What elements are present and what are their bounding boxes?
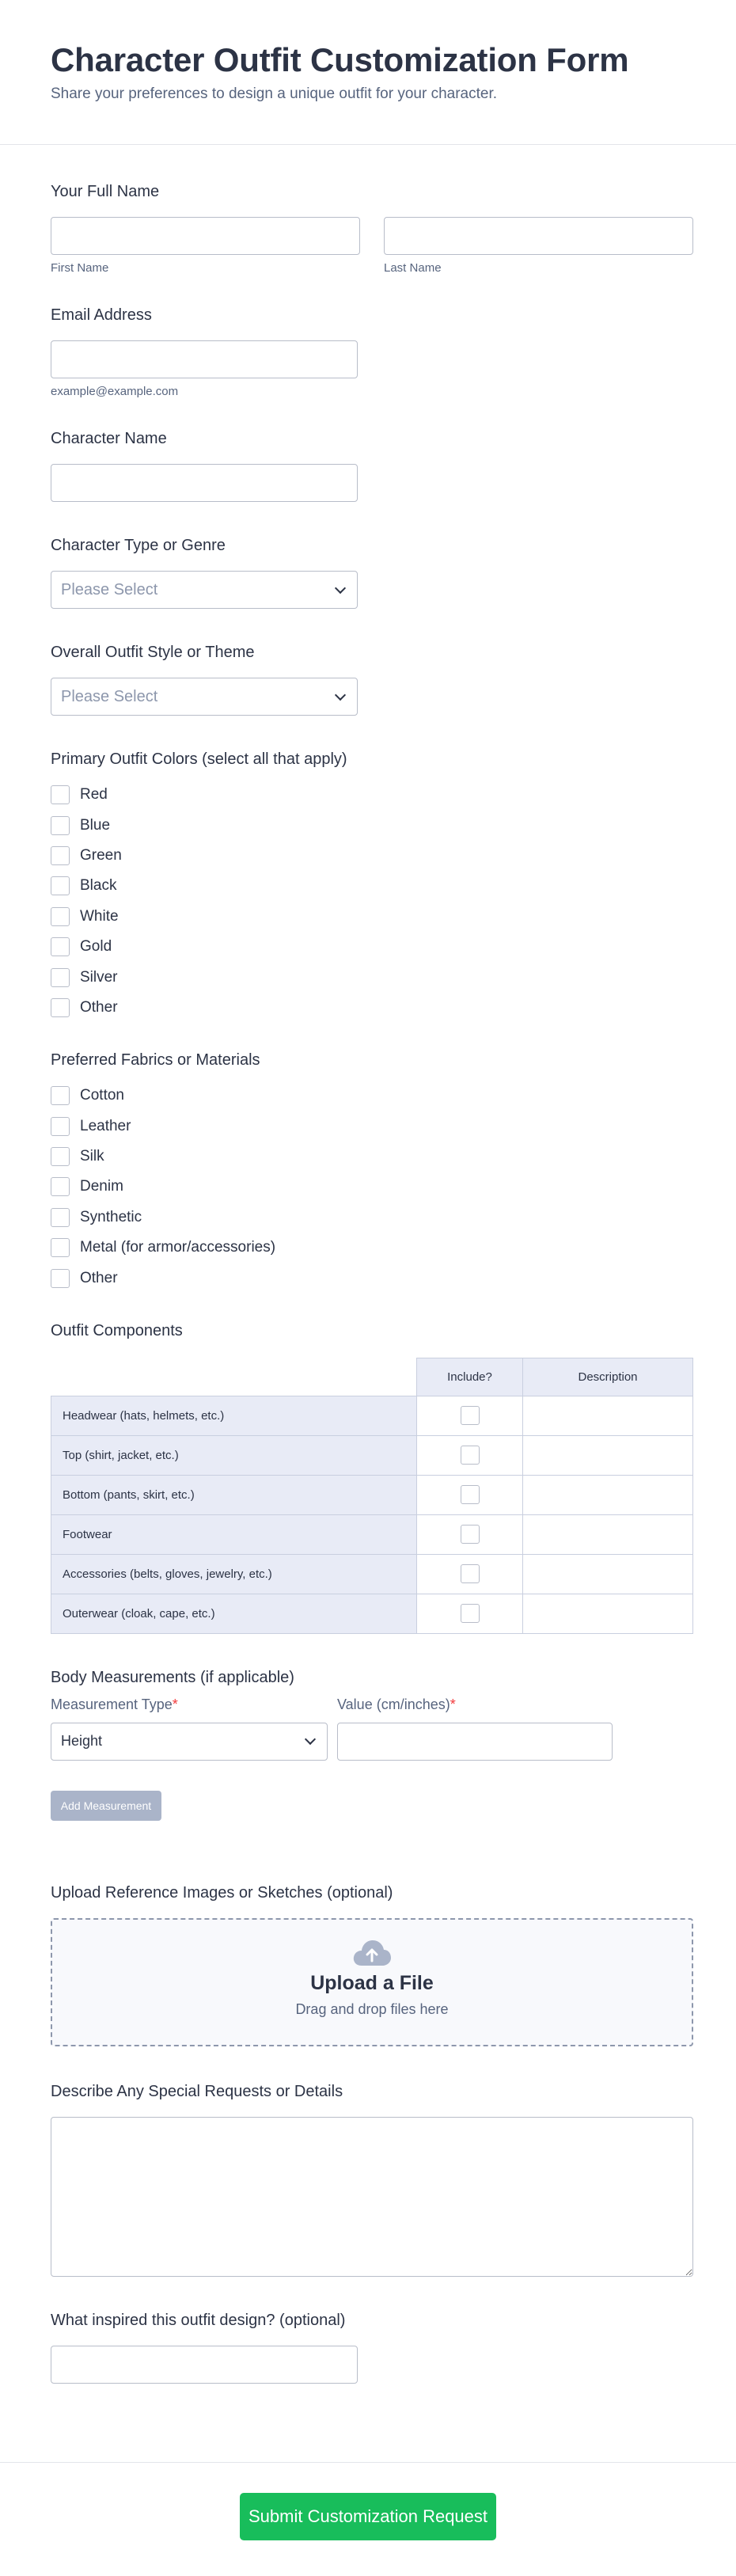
colors-field [51,750,693,1023]
character-type-label: Character Type or Genre [51,537,226,554]
include-cell [417,1396,523,1435]
form-header [0,0,736,145]
colors-label: Primary Outfit Colors (select all that apply) [51,750,347,768]
upload-field [51,1884,693,2046]
fabrics-field [51,1051,693,1294]
include-cell [417,1435,523,1475]
row-label: Footwear [51,1514,417,1554]
include-cell [417,1475,523,1514]
form-footer [0,2462,736,2576]
description-cell[interactable] [523,1514,693,1554]
fabrics-label: Preferred Fabrics or Materials [51,1051,260,1070]
color-option-gold[interactable] [51,932,693,962]
components-label: Outfit Components [51,1321,183,1339]
measurements-field [51,1669,693,1821]
fabric-option-synthetic[interactable] [51,1203,693,1233]
description-cell[interactable] [523,1435,693,1475]
inspiration-field [51,2312,693,2384]
checkbox[interactable] [51,1086,70,1105]
special-requests-label: Describe Any Special Requests or Details [51,2082,343,2100]
fabric-option-leather[interactable] [51,1111,693,1142]
option-label: Blue [80,816,111,834]
include-checkbox[interactable] [461,1604,480,1623]
first-name-input[interactable] [51,217,360,255]
fabric-option-silk[interactable] [51,1142,693,1172]
measurement-type-label: Measurement Type* [51,1696,178,1712]
add-measurement-button[interactable]: Add Measurement [51,1791,161,1821]
color-option-red[interactable] [51,780,693,810]
checkbox[interactable] [51,816,70,835]
option-label: Metal (for armor/accessories) [80,1239,276,1256]
checkbox[interactable] [51,1117,70,1136]
table-row [51,1435,693,1475]
row-label: Outerwear (cloak, cape, etc.) [51,1594,417,1633]
measurement-type-select[interactable] [51,1723,328,1761]
fabric-option-denim[interactable] [51,1172,693,1202]
option-label: Other [80,998,118,1016]
fabric-option-cotton[interactable] [51,1081,693,1111]
upload-label: Upload Reference Images or Sketches (optional) [51,1883,393,1902]
measurements-label: Body Measurements (if applicable) [51,1668,294,1686]
option-label: White [80,907,119,925]
character-type-field [51,537,693,609]
character-name-label: Character Name [51,430,167,447]
checkbox[interactable] [51,1177,70,1196]
colors-checklist [51,780,693,1023]
include-checkbox[interactable] [461,1525,480,1544]
option-label: Other [80,1269,118,1286]
components-matrix [51,1358,693,1634]
measurement-value-input[interactable] [337,1723,613,1761]
include-checkbox[interactable] [461,1406,480,1425]
outfit-style-select[interactable] [51,678,358,716]
special-requests-field [51,2083,693,2277]
required-mark: * [450,1696,456,1712]
email-input[interactable] [51,340,358,378]
outfit-style-label: Overall Outfit Style or Theme [51,644,255,661]
last-name-input[interactable] [384,217,693,255]
include-checkbox[interactable] [461,1485,480,1504]
include-checkbox[interactable] [461,1564,480,1583]
upload-hint: Drag and drop files here [295,2000,449,2017]
option-label: Denim [80,1178,123,1195]
table-row [51,1514,693,1554]
checkbox[interactable] [51,876,70,895]
character-type-placeholder: Please Select [61,580,158,598]
special-requests-textarea[interactable] [51,2117,693,2277]
page-subtitle: Share your preferences to design a unique outfit for your character. [51,85,497,102]
description-cell[interactable] [523,1594,693,1633]
inspiration-input[interactable] [51,2346,358,2384]
chevron-down-icon [335,689,346,700]
include-cell [417,1554,523,1594]
color-option-black[interactable] [51,871,693,901]
checkbox[interactable] [51,1269,70,1288]
full-name-field [51,183,693,275]
option-label: Gold [80,938,112,956]
option-label: Synthetic [80,1208,142,1225]
color-option-green[interactable] [51,841,693,871]
upload-dropzone[interactable] [51,1918,693,2046]
option-label: Leather [80,1117,131,1134]
checkbox[interactable] [51,937,70,956]
email-sublabel: example@example.com [51,385,179,398]
matrix-corner [51,1358,417,1396]
page-title: Character Outfit Customization Form [51,41,629,78]
outfit-style-placeholder: Please Select [61,687,158,705]
row-label: Top (shirt, jacket, etc.) [51,1435,417,1475]
table-row [51,1475,693,1514]
include-checkbox[interactable] [461,1446,480,1465]
checkbox[interactable] [51,998,70,1017]
description-cell[interactable] [523,1554,693,1594]
cloud-upload-icon [352,1939,392,1967]
character-type-select[interactable] [51,571,358,609]
color-option-white[interactable] [51,902,693,932]
include-cell [417,1514,523,1554]
measurement-type-value: Height [61,1733,103,1750]
row-label: Accessories (belts, gloves, jewelry, etc.) [51,1554,417,1594]
option-label: Silver [80,968,118,986]
last-name-sublabel: Last Name [384,261,442,275]
option-label: Cotton [80,1087,124,1104]
inspiration-label: What inspired this outfit design? (optional) [51,2311,346,2329]
description-cell[interactable] [523,1396,693,1435]
color-option-silver[interactable] [51,962,693,992]
color-option-blue[interactable] [51,810,693,840]
checkbox[interactable] [51,846,70,865]
row-label: Headwear (hats, helmets, etc.) [51,1396,417,1435]
submit-button[interactable]: Submit Customization Request [240,2493,496,2540]
table-row [51,1396,693,1435]
components-field [51,1322,693,1634]
table-row [51,1594,693,1633]
checkbox[interactable] [51,968,70,987]
chevron-down-icon [305,1734,316,1745]
description-cell[interactable] [523,1475,693,1514]
email-field [51,306,693,398]
upload-title: Upload a File [310,1971,434,1994]
col-description-header: Description [523,1358,693,1396]
fabric-option-metal[interactable] [51,1233,693,1263]
option-label: Black [80,877,117,895]
email-label: Email Address [51,306,152,324]
table-row [51,1554,693,1594]
col-include-header: Include? [417,1358,523,1396]
chevron-down-icon [335,582,346,593]
form-body [0,183,736,2384]
row-label: Bottom (pants, skirt, etc.) [51,1475,417,1514]
fabrics-checklist [51,1081,693,1294]
option-label: Green [80,846,122,864]
outfit-style-field [51,644,693,716]
first-name-sublabel: First Name [51,261,109,275]
checkbox[interactable] [51,1147,70,1166]
checkbox[interactable] [51,1238,70,1257]
color-option-other[interactable] [51,993,693,1023]
checkbox[interactable] [51,1208,70,1227]
include-cell [417,1594,523,1633]
option-label: Silk [80,1148,104,1165]
required-mark: * [172,1696,178,1712]
checkbox[interactable] [51,785,70,804]
character-name-input[interactable] [51,464,358,502]
option-label: Red [80,786,108,804]
measurement-value-label: Value (cm/inches)* [337,1696,456,1712]
character-name-field [51,430,693,502]
checkbox[interactable] [51,907,70,926]
full-name-label: Your Full Name [51,183,160,200]
fabric-option-other[interactable] [51,1263,693,1293]
